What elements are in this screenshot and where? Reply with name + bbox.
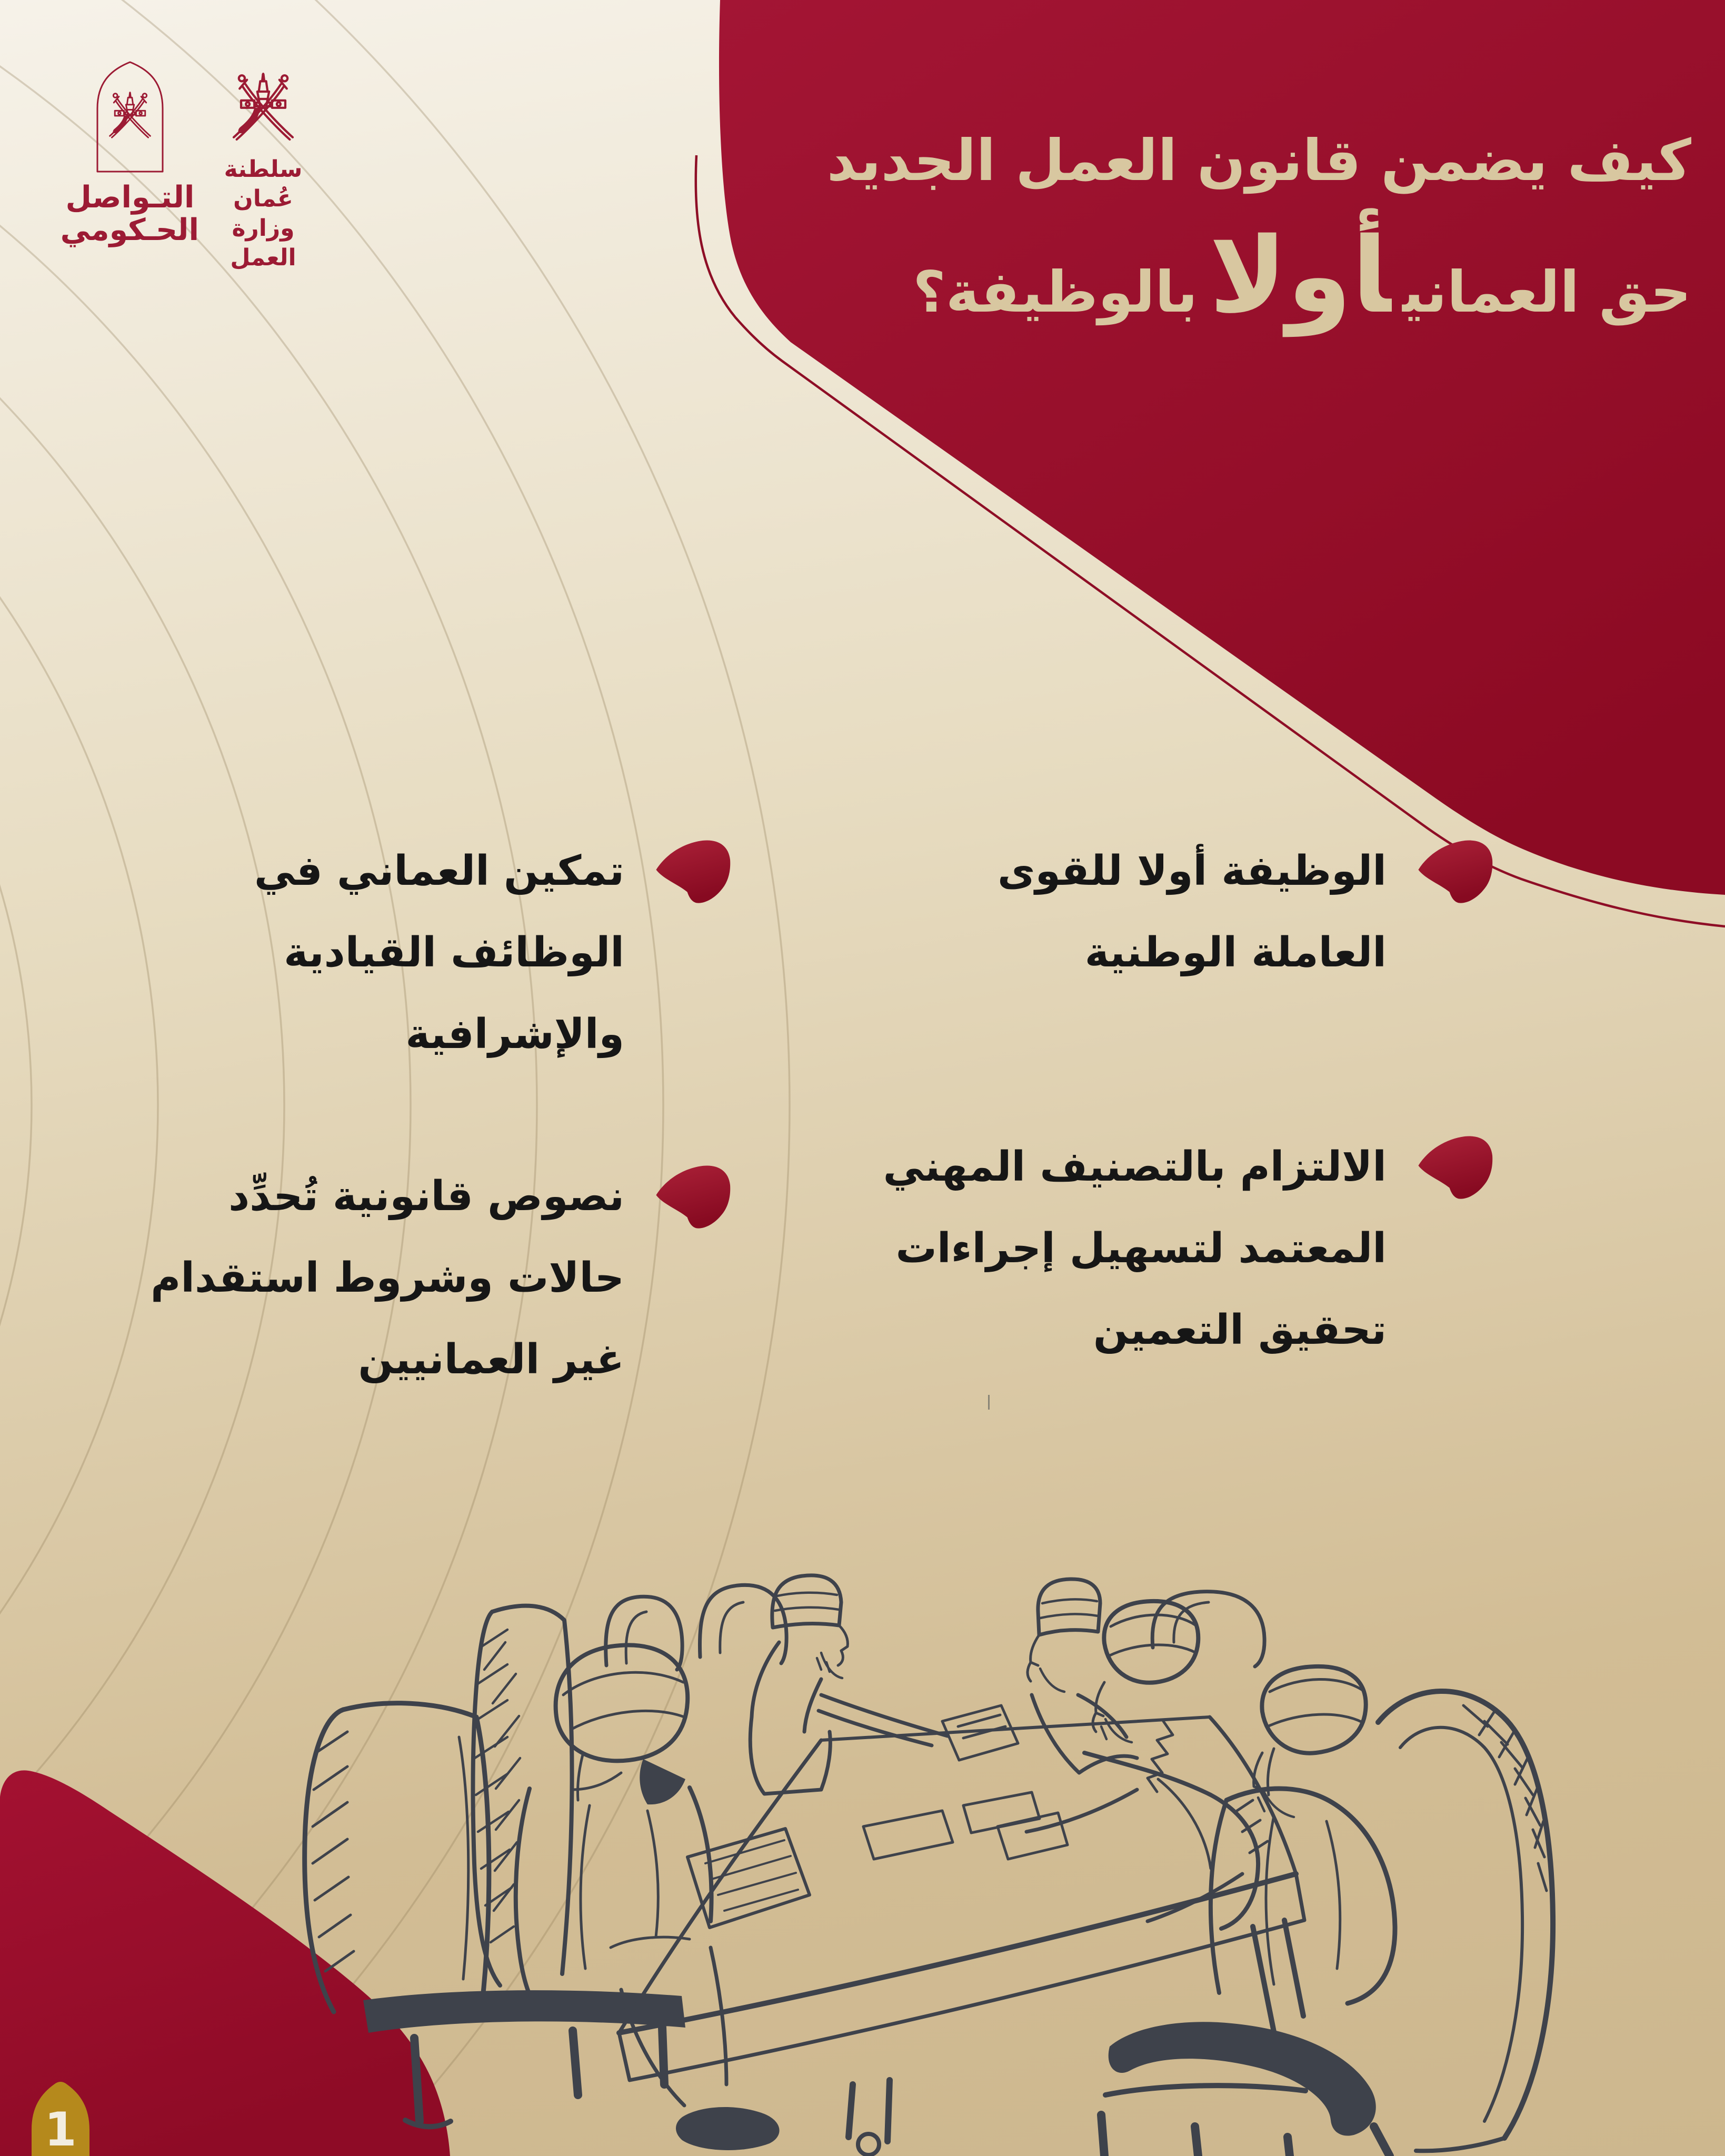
government-communication-label: التـواصل الحـكومي (60, 180, 199, 247)
bullet-text: الالتزام بالتصنيف المهني المعتمد لتسهيل إجراءات تحقيق التعمين (883, 1143, 1387, 1354)
title-line-2-emphasis: أولا (1209, 215, 1391, 337)
ministry-of-labour-logo (212, 64, 315, 273)
stray-mark (988, 1395, 990, 1410)
title-line-2-post: بالوظيفة؟ (913, 259, 1198, 326)
bullet-text: الوظيفة أولا للقوى العاملة الوطنية (998, 847, 1387, 976)
bullet-text: نصوص قانونية تُحدِّد حالات وشروط استقدام غير العمانيين (151, 1173, 624, 1383)
page-number: 1 (44, 2102, 77, 2156)
title-line-1: كيف يضمن قانون العمل الجديد (826, 128, 1691, 194)
bullet-leaf-icon (654, 839, 732, 904)
ministry-of-labour-label: سلطنة عُمان وزارة العمل (224, 156, 303, 271)
title-line-2 (827, 200, 1691, 351)
bullet-text: تمكين العماني في الوظائف القيادية والإشرافية (254, 847, 624, 1058)
bullet-item-legal-provisions (151, 1156, 732, 1401)
bullet-item-occupational-classification (883, 1126, 1494, 1371)
bullet-leaf-icon (1416, 839, 1494, 904)
arch-emblem-icon (93, 60, 167, 173)
title-line-2-pre: حق العماني (1402, 259, 1691, 326)
bullet-item-job-first (998, 831, 1494, 994)
bullet-leaf-icon (1416, 1135, 1494, 1200)
poster-title (827, 124, 1691, 351)
government-communication-logo (61, 60, 199, 246)
bullet-item-empower-omani (254, 831, 732, 1075)
bullet-leaf-icon (654, 1164, 732, 1230)
national-emblem-icon (224, 64, 303, 148)
meeting-sketch (305, 1575, 1553, 2156)
